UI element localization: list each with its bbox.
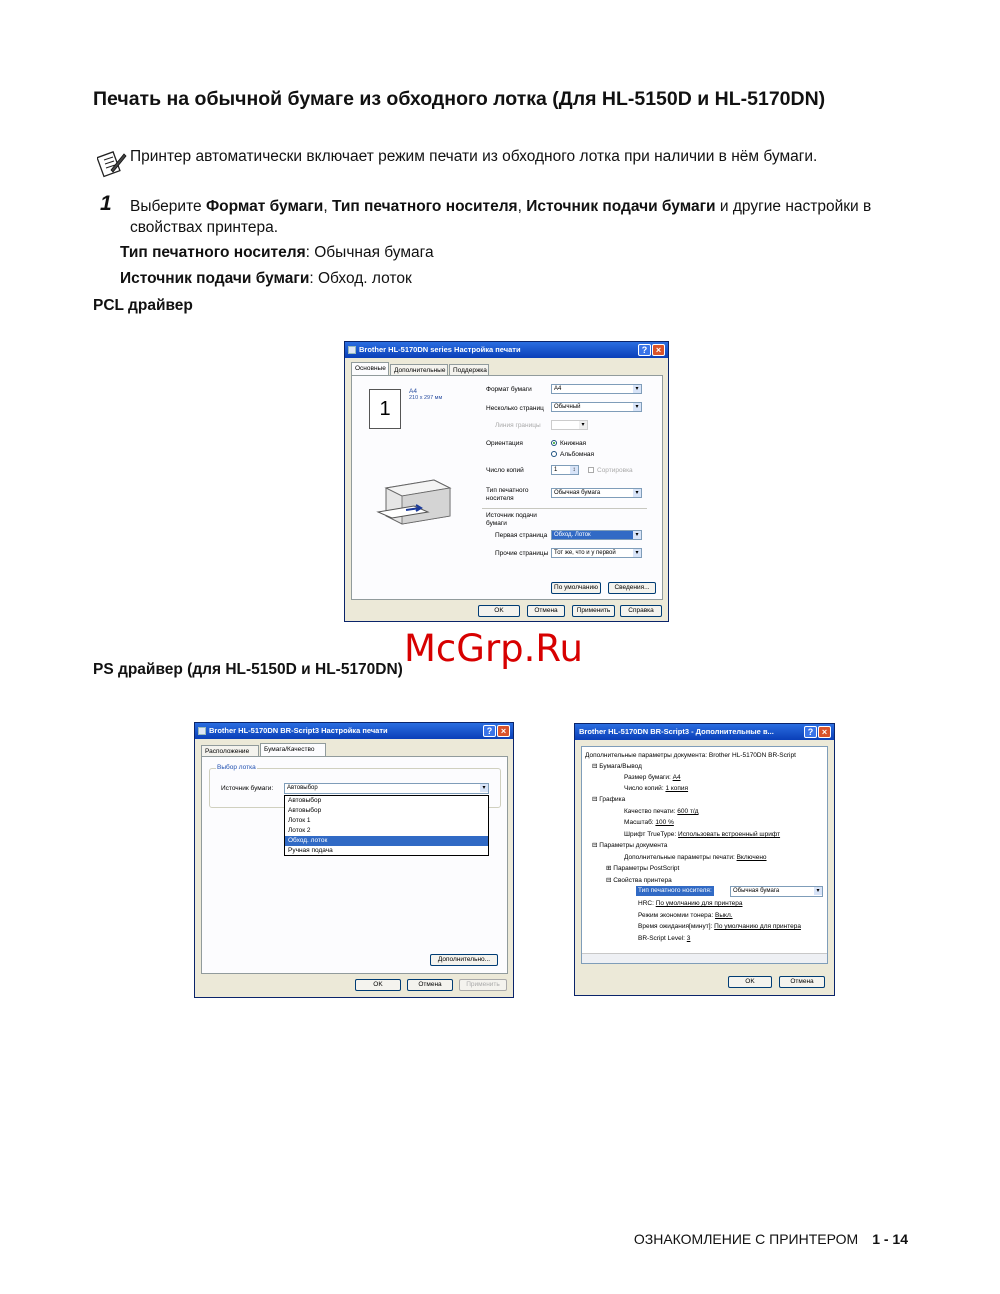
tree-adv-print[interactable]: Дополнительные параметры печати: Включено <box>624 854 767 861</box>
tab-advanced[interactable]: Дополнительные <box>390 364 448 375</box>
note-pencil-icon <box>97 148 127 178</box>
printer-icon <box>348 346 356 354</box>
paper-dims-preview: 210 x 297 мм <box>409 395 443 401</box>
help-icon[interactable]: ? <box>804 726 817 738</box>
first-page-label: Первая страница <box>495 532 548 539</box>
pcl-heading: PCL драйвер <box>93 297 193 314</box>
source-option-selected[interactable]: Обход. лоток <box>285 836 488 846</box>
help-button[interactable]: Справка <box>620 605 662 617</box>
info-button[interactable]: Сведения... <box>608 582 656 594</box>
tree-printer-features[interactable]: ⊟ Свойства принтера <box>606 877 672 884</box>
media-label: Тип печатного носителя <box>486 487 529 502</box>
ps-title-bar: Brother HL-5170DN BR-Script3 Настройка печати <box>195 723 513 739</box>
landscape-radio[interactable] <box>551 451 557 457</box>
source-dropdown[interactable] <box>284 795 489 856</box>
border-label: Линия границы <box>495 422 541 429</box>
ps-heading: PS драйвер (для HL-5150D и HL-5170DN) <box>93 661 403 678</box>
tree-quality[interactable]: Качество печати: 600 т/д <box>624 808 699 815</box>
tree-media-selected[interactable]: Тип печатного носителя: <box>638 887 712 894</box>
step-number: 1 <box>100 192 112 215</box>
step-text: Выберите Формат бумаги, Тип печатного носителя, Источник подачи бумаги и другие настройки в свойствах принтера. <box>130 198 872 236</box>
advanced-button[interactable]: Дополнительно... <box>430 954 498 966</box>
paper-size-preview: A4 <box>409 388 417 395</box>
printer-illustration <box>376 468 458 528</box>
pages-select[interactable]: Обычный ▾ <box>551 402 642 412</box>
collate-checkbox[interactable] <box>588 467 594 473</box>
source-label: Источник подачи бумаги <box>486 512 537 527</box>
setting-media-type: Тип печатного носителя: Обычная бумага <box>120 244 434 261</box>
help-icon[interactable]: ? <box>638 344 651 356</box>
tree-truetype[interactable]: Шрифт TrueType: Использовать встроенный шрифт <box>624 831 781 838</box>
ok-button[interactable]: OK <box>355 979 401 991</box>
tree-level[interactable]: BR-Script Level: 3 <box>638 935 691 942</box>
pcl-tab-panel <box>351 375 663 600</box>
media-type-select[interactable]: Обычная бумага ▾ <box>730 886 823 897</box>
source-label: Источник бумаги: <box>221 785 274 792</box>
border-select: ▾ <box>551 420 588 430</box>
pcl-title-bar: Brother HL-5170DN series Настройка печати <box>345 342 668 358</box>
pages-label: Несколько страниц <box>486 405 544 412</box>
copies-label: Число копий <box>486 467 524 474</box>
format-label: Формат бумаги <box>486 386 532 393</box>
cancel-button[interactable]: Отмена <box>407 979 453 991</box>
collate-label: Сортировка <box>597 467 633 474</box>
tray-group-label: Выбор лотка <box>217 764 256 771</box>
tree-paper-size[interactable]: Размер бумаги: A4 <box>624 774 681 781</box>
copies-spinner[interactable]: 1 ↕ <box>551 465 579 475</box>
first-page-select[interactable]: Обход. Лоток ▾ <box>551 530 642 540</box>
watermark: McGrp.Ru <box>404 627 583 670</box>
source-option[interactable]: Ручная подача <box>288 847 333 854</box>
cancel-button[interactable]: Отмена <box>527 605 565 617</box>
ps-advanced-dialog <box>574 723 835 996</box>
tree-toner[interactable]: Режим экономии тонера: Выкл. <box>638 912 733 919</box>
apply-button: Применить <box>459 979 507 991</box>
tree-hrc[interactable]: HRC: По умолчанию для принтера <box>638 900 743 907</box>
ok-button[interactable]: OK <box>728 976 772 988</box>
orientation-label: Ориентация <box>486 440 523 447</box>
source-option[interactable]: Автовыбор <box>288 807 322 814</box>
advanced-title-bar: Brother HL-5170DN BR-Script3 - Дополнительные в... <box>575 724 834 740</box>
tree-graphics[interactable]: ⊟ Графика <box>592 796 626 803</box>
close-icon[interactable]: × <box>497 725 510 737</box>
tab-layout[interactable]: Расположение <box>201 745 259 756</box>
tree-doc-options[interactable]: ⊟ Параметры документа <box>592 842 668 849</box>
source-option[interactable]: Лоток 2 <box>288 827 311 834</box>
help-icon[interactable]: ? <box>483 725 496 737</box>
default-button[interactable]: По умолчанию <box>551 582 601 594</box>
cancel-button[interactable]: Отмена <box>779 976 825 988</box>
other-pages-label: Прочие страницы <box>495 550 549 557</box>
tree-sleep[interactable]: Время ожидания[минут]: По умолчанию для принтера <box>638 923 801 930</box>
tree-scale[interactable]: Масштаб: 100 % <box>624 819 674 826</box>
divider <box>482 508 647 509</box>
tab-support[interactable]: Поддержка <box>449 364 489 375</box>
portrait-label: Книжная <box>560 440 587 447</box>
close-icon[interactable]: × <box>652 344 665 356</box>
close-icon[interactable]: × <box>818 726 831 738</box>
source-select[interactable]: Автовыбор ▾ <box>284 783 489 794</box>
note-text: Принтер автоматически включает режим печати из обходного лотка при наличии в нём бумаги. <box>130 148 818 165</box>
tree-postscript[interactable]: ⊞ Параметры PostScript <box>606 865 680 872</box>
source-option[interactable]: Лоток 1 <box>288 817 311 824</box>
tree-copies[interactable]: Число копий: 1 копия <box>624 785 689 792</box>
ps-driver-dialog <box>194 722 514 998</box>
page-footer: ОЗНАКОМЛЕНИЕ С ПРИНТЕРОМ 1 - 14 <box>633 1231 908 1247</box>
media-select[interactable]: Обычная бумага ▾ <box>551 488 642 498</box>
other-pages-select[interactable]: Тот же, что и у первой ▾ <box>551 548 642 558</box>
format-select[interactable]: A4 ▾ <box>551 384 642 394</box>
apply-button[interactable]: Применить <box>572 605 615 617</box>
options-tree[interactable] <box>581 746 828 964</box>
horizontal-scrollbar[interactable] <box>582 953 827 963</box>
setting-paper-source: Источник подачи бумаги: Обход. лоток <box>120 270 412 287</box>
printer-icon <box>198 727 206 735</box>
page-title: Печать на обычной бумаге из обходного лотка (Для HL-5150D и HL-5170DN) <box>93 88 826 110</box>
source-option[interactable]: Автовыбор <box>288 797 322 804</box>
ok-button[interactable]: OK <box>478 605 520 617</box>
tree-paper-output[interactable]: ⊟ Бумага/Вывод <box>592 763 642 770</box>
portrait-radio[interactable] <box>551 440 557 446</box>
landscape-label: Альбомная <box>560 451 595 458</box>
pcl-driver-dialog <box>344 341 669 622</box>
tree-root: Дополнительные параметры документа: Brother HL-5170DN BR-Script <box>585 752 796 759</box>
tab-basic[interactable]: Основные <box>351 362 389 375</box>
page-preview: 1 <box>369 389 401 429</box>
ps-tab-panel <box>201 756 508 974</box>
tab-paper-quality[interactable]: Бумага/Качество <box>260 743 326 756</box>
